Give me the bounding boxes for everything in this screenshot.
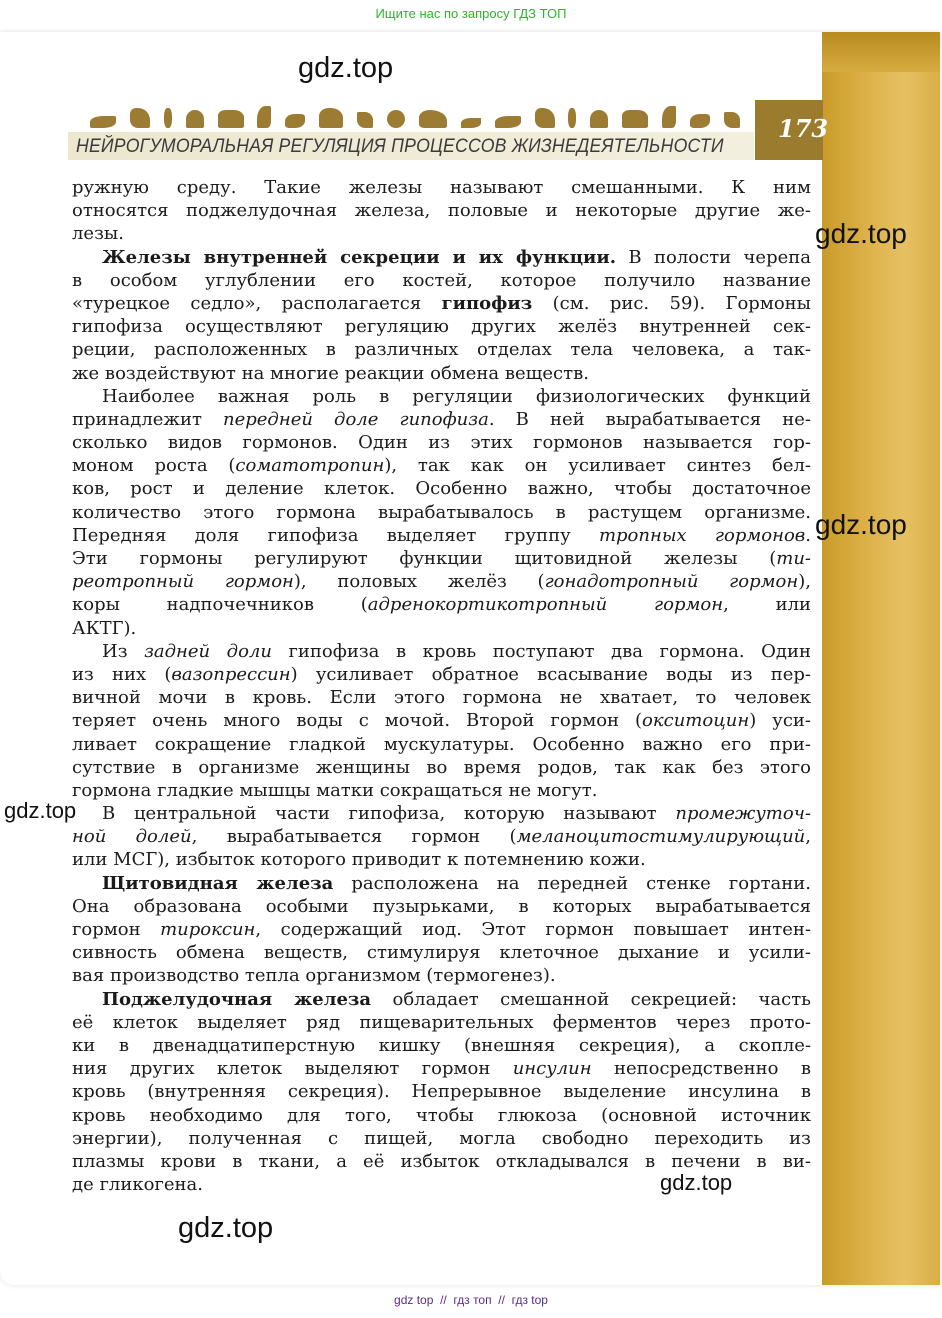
text-segment: сколько видов гормонов. Один из этих гормонов называется гор- [72, 432, 811, 454]
text-line [72, 872, 811, 895]
text-segment: . [805, 524, 812, 546]
text-line [72, 1080, 811, 1103]
watermark: gdz.top [178, 1212, 274, 1244]
animal-silhouette-icon [568, 108, 576, 128]
text-segment: энергии), полученная с пищей, могла свободно переходить из [72, 1127, 811, 1149]
text-segment: гипофиза осуществляют регуляцию других желёз внутренней сек- [72, 316, 811, 338]
text-segment: В центральной части гипофиза, которую называют [102, 803, 676, 825]
text-segment: сивность обмена веществ, стимулируя клеточное дыхание и усили- [72, 942, 811, 964]
italic-term: окситоцин [642, 710, 750, 732]
text-line [72, 988, 811, 1011]
text-line [72, 362, 811, 385]
text-segment: Передняя доля гипофиза выделяет группу [72, 524, 599, 546]
text-line [72, 524, 811, 547]
animal-silhouette-icon [218, 110, 244, 128]
text-line [72, 1127, 811, 1150]
bold-term: Щитовидная железа [102, 872, 334, 894]
watermark: gdz.top [815, 509, 907, 540]
animal-silhouette-icon [186, 110, 204, 128]
text-line [72, 547, 811, 570]
animal-silhouette-icon [662, 106, 676, 128]
bold-term: Поджелудочная железа [102, 988, 372, 1010]
text-line [72, 964, 811, 987]
text-segment: лезы. [72, 223, 124, 245]
text-line [72, 941, 811, 964]
animal-silhouette-icon [357, 112, 373, 128]
text-line [72, 199, 811, 222]
body-text [72, 176, 811, 1196]
text-line [72, 1057, 811, 1080]
italic-term: гонадотропный гормон [544, 571, 799, 593]
text-line [72, 338, 811, 361]
animal-silhouette-icon [690, 114, 710, 128]
text-segment: теряет очень много воды с мочой. Второй гормон ( [72, 710, 643, 732]
text-line [72, 477, 811, 500]
italic-term: задней доли [144, 640, 272, 662]
text-segment: обладает смешанной секрецией: часть [371, 988, 811, 1010]
italic-term: промежуточ- [675, 803, 811, 825]
text-line [72, 454, 811, 477]
text-line [72, 779, 811, 802]
text-line [72, 733, 811, 756]
animal-silhouette-icon [461, 118, 481, 128]
animal-silhouette-icon [257, 106, 271, 128]
text-segment: Из [102, 640, 145, 662]
text-segment: её клеток выделяет ряд пищеварительных ферментов через прото- [72, 1011, 811, 1033]
text-segment: гормон [72, 919, 161, 940]
text-line [72, 269, 811, 292]
animal-silhouette-icon [622, 110, 648, 128]
text-segment: плазмы крови в ткани, а её избыток откладывался в печени в ви- [72, 1150, 811, 1172]
text-segment: ки в двенадцатиперстную кишку (внешняя секреция), а скопле- [72, 1034, 811, 1056]
text-line [72, 663, 811, 686]
text-line [72, 640, 811, 663]
text-segment: ружную среду. Такие железы называют смешанными. К ним [72, 177, 811, 198]
text-line [72, 617, 811, 640]
italic-term: инсулин [512, 1058, 592, 1080]
italic-term: тироксин [160, 919, 256, 940]
text-line [72, 686, 811, 709]
text-segment: (см. рис. 59). Гормоны [532, 292, 811, 314]
text-segment: непосредственно в [591, 1058, 811, 1080]
search-hint: Ищите нас по запросу ГДЗ ТОП [375, 6, 567, 21]
text-segment: вичной мочи в кровь. Если этого гормона не хватает, то человек [72, 687, 811, 709]
text-segment: , вырабатывается гормон ( [191, 826, 517, 848]
text-segment: ливает сокращение гладкой мускулатуры. Особенно важно его при- [72, 733, 811, 755]
text-line [72, 570, 811, 593]
bold-term: гипофиз [441, 292, 533, 314]
animal-silhouette-icon [285, 114, 305, 128]
text-line [72, 848, 811, 871]
text-line [72, 756, 811, 779]
text-segment: в особом углублении его костей, которое получило название [72, 269, 811, 291]
text-line [72, 315, 811, 338]
text-segment: АКТГ). [72, 617, 137, 639]
text-segment: расположена на передней стенке гортани. [333, 872, 811, 894]
text-line [72, 918, 811, 941]
text-segment: ), так как он усиливает синтез бел- [384, 455, 811, 477]
text-line [72, 802, 811, 825]
text-segment: моном роста ( [72, 455, 236, 477]
animal-silhouette-icon [419, 110, 447, 128]
text-segment: количество этого гормона вырабатывалось в растущем организме. [72, 501, 811, 523]
text-segment: относятся поджелудочная железа, половые и некоторые другие же- [72, 200, 811, 222]
italic-term: передней доле гипофиза [223, 408, 489, 430]
text-segment: реции, расположенных в различных отделах тела человека, а так- [72, 339, 811, 361]
text-segment: кровь необходимо для того, чтобы глюкоза (основной источник [72, 1104, 811, 1126]
text-segment: ков, рост и деление клеток. Особенно важно, чтобы достаточное [72, 478, 811, 500]
animal-silhouettes-decoration [90, 104, 740, 128]
text-segment: ) уси- [749, 710, 811, 732]
italic-term: меланоцитостимулирующий [516, 826, 806, 848]
text-segment: вая производство тепла организмом (термогенез). [72, 965, 556, 987]
italic-term: реотропный гормон [72, 571, 294, 593]
text-segment: ния других клеток выделяют гормон [72, 1058, 513, 1080]
text-segment: сутствие в организме женщины во время родов, так как без этого [72, 756, 811, 778]
page-edge-band-top [822, 32, 940, 72]
text-segment: , содержащий иод. Этот гормон повышает интен- [255, 919, 811, 940]
animal-silhouette-icon [590, 110, 608, 128]
text-segment: Наиболее важная роль в регуляции физиологических функций [102, 385, 811, 407]
text-segment: Эти гормоны регулируют функции щитовидной железы ( [72, 548, 777, 569]
italic-term: вазопрессин [171, 663, 291, 685]
text-segment: гипофиза в кровь поступают два гормона. Один [271, 640, 811, 662]
animal-silhouette-icon [724, 112, 740, 128]
watermark: gdz.top [298, 52, 394, 84]
running-header-title: НЕЙРОГУМОРАЛЬНАЯ РЕГУЛЯЦИЯ ПРОЦЕССОВ ЖИЗНЕДЕЯТЕЛЬНОСТИ [76, 136, 724, 157]
text-line [72, 176, 811, 199]
text-segment: В полости черепа [616, 246, 811, 268]
footer-links: gdz top // гдз топ // гдз top [394, 1293, 548, 1307]
text-line [72, 222, 811, 245]
text-line [72, 1034, 811, 1057]
text-segment: , или [723, 594, 812, 616]
text-segment: де гликогена. [72, 1174, 203, 1196]
animal-silhouette-icon [535, 108, 555, 128]
text-line [72, 385, 811, 408]
text-segment: из них ( [72, 663, 172, 685]
page-number: 173 [778, 114, 829, 143]
animal-silhouette-icon [90, 116, 116, 128]
animal-silhouette-icon [495, 116, 521, 128]
bold-term: Железы внутренней секреции и их функции. [102, 246, 617, 268]
italic-term: адренокортикотропный гормон [367, 594, 724, 616]
text-segment: ), половых желёз ( [293, 571, 545, 593]
text-line [72, 1011, 811, 1034]
text-segment: или МСГ), избыток которого приводит к потемнению кожи. [72, 849, 646, 871]
animal-silhouette-icon [387, 110, 405, 128]
text-line [72, 408, 811, 431]
italic-term: соматотропин [235, 455, 385, 477]
text-line [72, 501, 811, 524]
text-segment: принадлежит [72, 408, 224, 430]
text-line [72, 1104, 811, 1127]
textbook-page [0, 32, 940, 1285]
animal-silhouette-icon [130, 108, 150, 128]
watermark: gdz.top [660, 1170, 733, 1195]
text-segment: кровь (внутренняя секреция). Непрерывное выделение инсулина в [72, 1081, 811, 1103]
text-line [72, 709, 811, 732]
italic-term: ной долей [72, 826, 192, 848]
animal-silhouette-icon [164, 108, 172, 128]
text-line [72, 431, 811, 454]
text-segment: же воздействуют на многие реакции обмена веществ. [72, 362, 589, 384]
watermark: gdz.top [4, 798, 77, 823]
animal-silhouette-icon [319, 108, 343, 128]
text-segment: . В ней вырабатывается не- [488, 408, 811, 430]
text-line [72, 895, 811, 918]
italic-term: ти- [776, 548, 811, 569]
text-line [72, 246, 811, 269]
text-segment: «турецкое седло», располагается [72, 292, 442, 314]
watermark: gdz.top [815, 218, 907, 249]
text-segment: ) усиливает обратное всасывание воды из пер- [290, 663, 811, 685]
text-segment: гормона гладкие мышцы матки сокращаться не могут. [72, 779, 598, 801]
text-line [72, 825, 811, 848]
text-segment: ), [798, 571, 811, 593]
text-segment: Она образована особыми пузырьками, в которых вырабатывается [72, 895, 811, 917]
text-segment: коры надпочечников ( [72, 594, 368, 616]
text-line [72, 292, 811, 315]
text-segment: , [805, 826, 811, 848]
text-line [72, 593, 811, 616]
italic-term: тропных гормонов [598, 524, 806, 546]
